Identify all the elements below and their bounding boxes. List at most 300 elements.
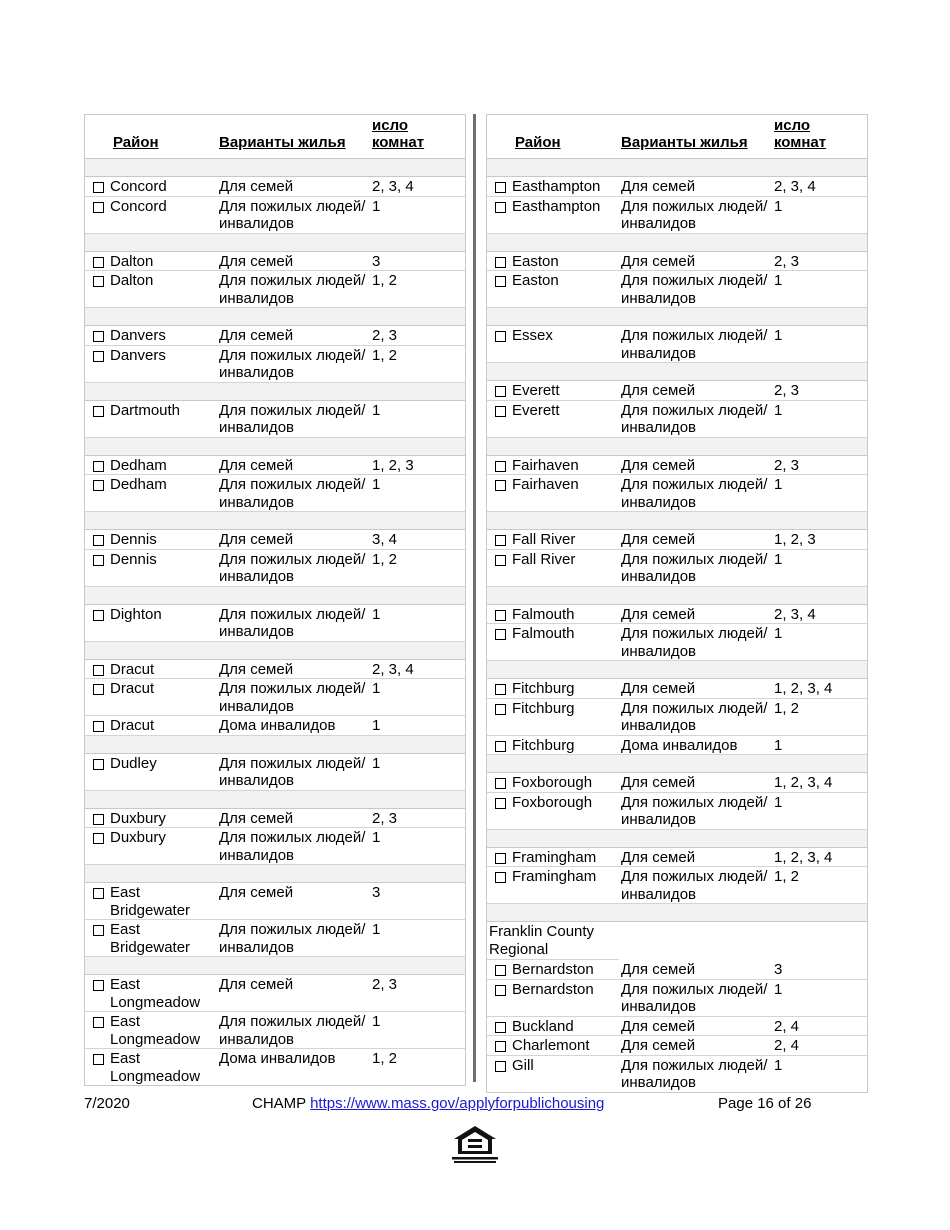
checkbox[interactable] (93, 480, 104, 491)
spacer-row (85, 865, 465, 883)
housing-type: Для семей (621, 382, 696, 399)
town-cell (85, 606, 219, 641)
town-name: East Bridgewater (110, 921, 191, 956)
room-count: 2, 3, 4 (372, 660, 414, 678)
header-rooms: исло комнат (774, 117, 827, 151)
room-count: 1 (372, 605, 381, 623)
checkbox[interactable] (93, 1054, 104, 1065)
room-count: 1, 2 (372, 272, 398, 289)
spacer-row (487, 830, 867, 848)
table-row (85, 809, 465, 829)
table-row (487, 605, 867, 625)
checkbox[interactable] (93, 721, 104, 732)
housing-type: Дома инвалидов (219, 1050, 336, 1067)
town-cell (487, 700, 621, 735)
checkbox[interactable] (93, 814, 104, 825)
room-count: 1, 2 (372, 1050, 398, 1067)
footer-center (252, 1095, 604, 1113)
table-row (85, 252, 465, 272)
spacer-row (85, 512, 465, 530)
checkbox[interactable] (93, 925, 104, 936)
town-cell (85, 884, 219, 919)
room-count: 1 (774, 1056, 783, 1074)
checkbox[interactable] (495, 798, 506, 809)
checkbox[interactable] (495, 629, 506, 640)
checkbox[interactable] (495, 872, 506, 883)
housing-type: Для пожилых людей/инвалидов (219, 346, 366, 381)
housing-type: Для семей (621, 531, 696, 548)
checkbox[interactable] (93, 331, 104, 342)
housing-type: Дома инвалидов (219, 717, 336, 734)
checkbox[interactable] (495, 965, 506, 976)
checkbox[interactable] (93, 833, 104, 844)
spacer-row (85, 234, 465, 252)
checkbox[interactable] (495, 202, 506, 213)
table-row (487, 475, 867, 512)
town-name: Duxbury (110, 809, 166, 827)
room-count: 2, 3, 4 (372, 178, 414, 195)
spacer-row (487, 904, 867, 922)
table-row (85, 401, 465, 438)
checkbox[interactable] (93, 980, 104, 991)
town-cell (85, 198, 219, 233)
town-cell (85, 531, 219, 549)
table-row (85, 530, 465, 550)
room-count: 2, 3, 4 (774, 605, 816, 623)
table-row (85, 975, 465, 1012)
town-cell (487, 794, 621, 829)
checkbox[interactable] (495, 535, 506, 546)
checkbox[interactable] (495, 331, 506, 342)
housing-type: Для семей (621, 456, 696, 474)
room-count: 3 (372, 252, 381, 270)
town-name: Fairhaven (512, 476, 579, 493)
spacer-row (487, 438, 867, 456)
left-table (84, 114, 466, 1086)
housing-type: Для пожилых людей/инвалидов (621, 1056, 768, 1091)
town-name: Foxborough (512, 793, 593, 811)
town-name: Falmouth (512, 625, 575, 642)
town-cell (487, 531, 621, 549)
town-cell (85, 1013, 219, 1048)
town-name: Dracut (110, 680, 155, 697)
spacer-row (487, 587, 867, 605)
room-count: 1, 2 (372, 346, 398, 364)
town-name: Dalton (110, 272, 154, 289)
housing-type: Для семей (219, 327, 294, 344)
checkbox[interactable] (93, 202, 104, 213)
table-row (487, 530, 867, 550)
room-count: 1 (774, 197, 783, 215)
checkbox[interactable] (495, 461, 506, 472)
town-cell (85, 272, 219, 307)
checkbox[interactable] (93, 461, 104, 472)
town-name: Fall River (512, 550, 576, 568)
column-divider (473, 114, 476, 1082)
room-count: 1, 2 (774, 868, 800, 885)
town-name: Concord (110, 178, 167, 195)
town-name: Foxborough (512, 774, 593, 791)
checkbox[interactable] (495, 386, 506, 397)
town-cell (487, 849, 621, 867)
header-housing-type: Варианты жилья (621, 134, 748, 151)
spacer-row (85, 587, 465, 605)
housing-type: Для семей (219, 456, 294, 474)
town-cell (85, 178, 219, 196)
table-row (487, 177, 867, 197)
room-count: 2, 3 (774, 382, 800, 399)
checkbox[interactable] (93, 759, 104, 770)
checkbox[interactable] (495, 257, 506, 268)
room-count: 1 (774, 736, 783, 754)
equal-housing-opportunity-logo (450, 1124, 500, 1166)
housing-type: Для семей (219, 976, 294, 993)
footer-page-number: Page 16 of 26 (718, 1095, 812, 1112)
checkbox[interactable] (93, 182, 104, 193)
table-row (85, 660, 465, 680)
housing-type: Для пожилых людей/инвалидов (219, 680, 366, 715)
town-cell (487, 382, 621, 400)
housing-type: Для пожилых людей/инвалидов (219, 550, 366, 585)
housing-type: Для семей (219, 178, 294, 195)
housing-type: Для семей (621, 848, 696, 866)
town-cell (85, 810, 219, 828)
town-cell (85, 755, 219, 790)
table-row (85, 754, 465, 791)
town-cell (487, 253, 621, 271)
checkbox[interactable] (93, 555, 104, 566)
town-cell (487, 178, 621, 196)
town-name: Fitchburg (512, 699, 575, 717)
town-name: Buckland (512, 1017, 574, 1035)
town-name: Falmouth (512, 605, 575, 623)
housing-type: Для пожилых людей/инвалидов (621, 476, 768, 511)
table-row (85, 550, 465, 587)
left-table-body (85, 159, 465, 1085)
room-count: 1 (774, 980, 783, 998)
housing-type: Для пожилых людей/инвалидов (621, 401, 768, 436)
town-name: Dracut (110, 717, 155, 734)
table-row (487, 699, 867, 736)
room-count: 1 (774, 793, 783, 811)
town-cell (487, 1037, 621, 1055)
room-count: 1 (372, 197, 381, 215)
housing-type: Для пожилых людей/инвалидов (219, 476, 366, 511)
housing-type: Для семей (219, 809, 294, 827)
spacer-row (85, 791, 465, 809)
table-row (487, 793, 867, 830)
spacer-row (85, 159, 465, 177)
town-name: Framingham (512, 848, 597, 866)
checkbox[interactable] (495, 853, 506, 864)
room-count: 1 (372, 717, 381, 734)
checkbox[interactable] (93, 276, 104, 287)
checkbox[interactable] (495, 684, 506, 695)
town-name: East Longmeadow (110, 1050, 201, 1085)
table-row (487, 550, 867, 587)
town-name: Bernardston (512, 961, 594, 978)
housing-type: Для семей (219, 884, 294, 901)
spacer-row (487, 512, 867, 530)
housing-type: Для пожилых людей/инвалидов (621, 197, 768, 232)
table-row (487, 1036, 867, 1056)
footer-champ: CHAMP (252, 1095, 306, 1112)
town-cell (487, 1018, 621, 1036)
room-count: 1, 2 (372, 550, 398, 568)
town-name: East Bridgewater (110, 884, 191, 919)
housing-type: Для семей (219, 660, 294, 678)
town-cell (85, 327, 219, 345)
town-cell (487, 402, 621, 437)
table-row (487, 1056, 867, 1092)
room-count: 2, 3 (372, 976, 398, 993)
town-name: Dighton (110, 605, 162, 623)
town-name: Gill (512, 1056, 534, 1074)
housing-type: Для семей (219, 531, 294, 548)
table-row (85, 475, 465, 512)
town-name: Easthampton (512, 197, 601, 215)
checkbox[interactable] (93, 535, 104, 546)
table-row (487, 980, 867, 1017)
town-cell (487, 737, 621, 755)
table-row (487, 736, 867, 756)
town-cell (487, 680, 621, 698)
checkbox[interactable] (93, 351, 104, 362)
room-count: 1 (774, 327, 783, 344)
town-name: Dartmouth (110, 401, 181, 419)
town-cell (85, 253, 219, 271)
room-count: 1 (774, 401, 783, 419)
checkbox[interactable] (495, 741, 506, 752)
room-count: 2, 3 (372, 809, 398, 827)
town-cell (85, 1050, 219, 1085)
housing-type: Для пожилых людей/инвалидов (621, 980, 768, 1015)
table-row (85, 346, 465, 383)
table-row (85, 828, 465, 865)
spacer-row (487, 363, 867, 381)
spacer-row (487, 159, 867, 177)
checkbox[interactable] (93, 257, 104, 268)
town-cell (85, 402, 219, 437)
room-count: 3, 4 (372, 531, 398, 548)
checkbox[interactable] (495, 182, 506, 193)
room-count: 1, 2, 3 (774, 531, 816, 548)
table-row (85, 197, 465, 234)
spacer-row (487, 308, 867, 326)
town-name: East Longmeadow (110, 976, 201, 1011)
town-name: East Longmeadow (110, 1013, 201, 1048)
town-name: Fall River (512, 531, 576, 548)
table-row (85, 716, 465, 736)
room-count: 1 (774, 550, 783, 568)
town-cell (85, 457, 219, 475)
town-cell (85, 661, 219, 679)
checkbox[interactable] (495, 276, 506, 287)
housing-type: Для семей (621, 1017, 696, 1035)
table-row (487, 197, 867, 234)
table-row (487, 381, 867, 401)
housing-type: Для семей (621, 680, 696, 697)
checkbox[interactable] (495, 406, 506, 417)
housing-type: Для семей (621, 961, 696, 978)
housing-type: Для семей (219, 252, 294, 270)
town-cell (487, 476, 621, 511)
room-count: 2, 4 (774, 1017, 800, 1035)
room-count: 2, 3 (774, 456, 800, 474)
checkbox[interactable] (495, 480, 506, 491)
housing-type: Для пожилых людей/инвалидов (219, 401, 366, 436)
header-region: Район (113, 134, 159, 151)
town-cell (487, 198, 621, 233)
room-count: 1, 2, 3 (372, 456, 414, 474)
table-row (487, 624, 867, 661)
housing-type: Для пожилых людей/инвалидов (621, 625, 768, 660)
housing-type: Для пожилых людей/инвалидов (621, 327, 768, 362)
table-row (85, 1012, 465, 1049)
table-row (85, 920, 465, 957)
room-count: 1, 2, 3, 4 (774, 680, 833, 697)
town-name: Everett (512, 382, 560, 399)
region-label: Franklin County Regional (487, 922, 619, 960)
town-name: Easton (512, 272, 559, 289)
spacer-row (85, 736, 465, 754)
table-row (487, 252, 867, 272)
housing-type: Для пожилых людей/инвалидов (219, 829, 366, 864)
housing-type: Для пожилых людей/инвалидов (621, 550, 768, 585)
checkbox[interactable] (93, 888, 104, 899)
room-count: 1 (372, 829, 381, 846)
town-name: Dedham (110, 476, 167, 493)
town-cell (487, 868, 621, 903)
spacer-row (85, 383, 465, 401)
table-row (85, 679, 465, 716)
town-name: Framingham (512, 868, 597, 885)
town-name: Dennis (110, 531, 157, 548)
town-name: Essex (512, 327, 553, 344)
town-name: Dalton (110, 252, 154, 270)
housing-type: Для семей (621, 1037, 696, 1054)
table-row (85, 1049, 465, 1085)
spacer-row (85, 438, 465, 456)
checkbox[interactable] (93, 1017, 104, 1028)
right-table-body (487, 159, 867, 1092)
town-cell (85, 717, 219, 735)
checkbox[interactable] (93, 665, 104, 676)
town-name: Bernardston (512, 980, 594, 998)
town-cell (487, 606, 621, 624)
checkbox[interactable] (93, 406, 104, 417)
room-count: 1, 2, 3, 4 (774, 774, 833, 791)
town-cell (487, 961, 621, 979)
checkbox[interactable] (495, 555, 506, 566)
housing-type: Для семей (621, 605, 696, 623)
table-row (487, 326, 867, 363)
checkbox[interactable] (495, 610, 506, 621)
town-cell (487, 551, 621, 586)
room-count: 2, 3 (774, 252, 800, 270)
town-cell (487, 457, 621, 475)
town-name: Dudley (110, 754, 157, 772)
town-cell (85, 347, 219, 382)
room-count: 2, 3, 4 (774, 178, 816, 195)
room-count: 2, 3 (372, 327, 398, 344)
housing-type: Для пожилых людей/инвалидов (621, 272, 768, 307)
town-name: Concord (110, 197, 167, 215)
town-cell (85, 921, 219, 956)
spacer-row (487, 234, 867, 252)
room-count: 2, 4 (774, 1037, 800, 1054)
housing-type: Для семей (621, 252, 696, 270)
town-cell (487, 625, 621, 660)
table-row (85, 883, 465, 920)
table-row (487, 960, 867, 980)
town-name: Fairhaven (512, 456, 579, 474)
town-name: Easthampton (512, 178, 601, 195)
header-rooms: исло комнат (372, 117, 425, 151)
checkbox[interactable] (495, 1061, 506, 1072)
housing-type: Для пожилых людей/инвалидов (219, 272, 366, 307)
checkbox[interactable] (495, 1022, 506, 1033)
spacer-row (85, 642, 465, 660)
town-cell (487, 774, 621, 792)
town-name: Dedham (110, 456, 167, 474)
table-row (487, 401, 867, 438)
checkbox[interactable] (495, 985, 506, 996)
town-name: Dennis (110, 550, 157, 568)
spacer-row (487, 661, 867, 679)
town-name: Dracut (110, 660, 155, 678)
room-count: 1 (372, 754, 381, 772)
room-count: 1, 2, 3, 4 (774, 848, 833, 866)
table-row (487, 271, 867, 308)
room-count: 1 (372, 680, 381, 697)
checkbox[interactable] (93, 684, 104, 695)
right-table (486, 114, 868, 1093)
checkbox[interactable] (495, 704, 506, 715)
checkbox[interactable] (495, 778, 506, 789)
room-count: 1 (372, 1013, 381, 1030)
town-cell (85, 976, 219, 1011)
town-name: Fitchburg (512, 736, 575, 754)
table-row (487, 773, 867, 793)
housing-type: Дома инвалидов (621, 736, 738, 754)
table-row (85, 605, 465, 642)
footer-link[interactable]: https://www.mass.gov/applyforpublichousing (310, 1095, 605, 1112)
spacer-row (487, 755, 867, 773)
room-count: 1, 2 (774, 699, 800, 717)
checkbox[interactable] (495, 1041, 506, 1052)
table-header (487, 115, 867, 159)
spacer-row (85, 308, 465, 326)
table-row (487, 848, 867, 868)
town-cell (487, 1057, 621, 1092)
table-row (487, 679, 867, 699)
spacer-row (85, 957, 465, 975)
room-count: 1 (774, 476, 783, 493)
town-name: Danvers (110, 346, 166, 364)
room-count: 1 (372, 401, 381, 419)
town-cell (85, 829, 219, 864)
housing-type: Для семей (621, 178, 696, 195)
room-count: 1 (774, 272, 783, 289)
checkbox[interactable] (93, 610, 104, 621)
housing-type: Для пожилых людей/инвалидов (219, 921, 366, 956)
town-name: Duxbury (110, 829, 166, 846)
town-name: Everett (512, 401, 560, 419)
housing-type: Для пожилых людей/инвалидов (219, 1013, 366, 1048)
town-cell (85, 551, 219, 586)
town-cell (85, 680, 219, 715)
